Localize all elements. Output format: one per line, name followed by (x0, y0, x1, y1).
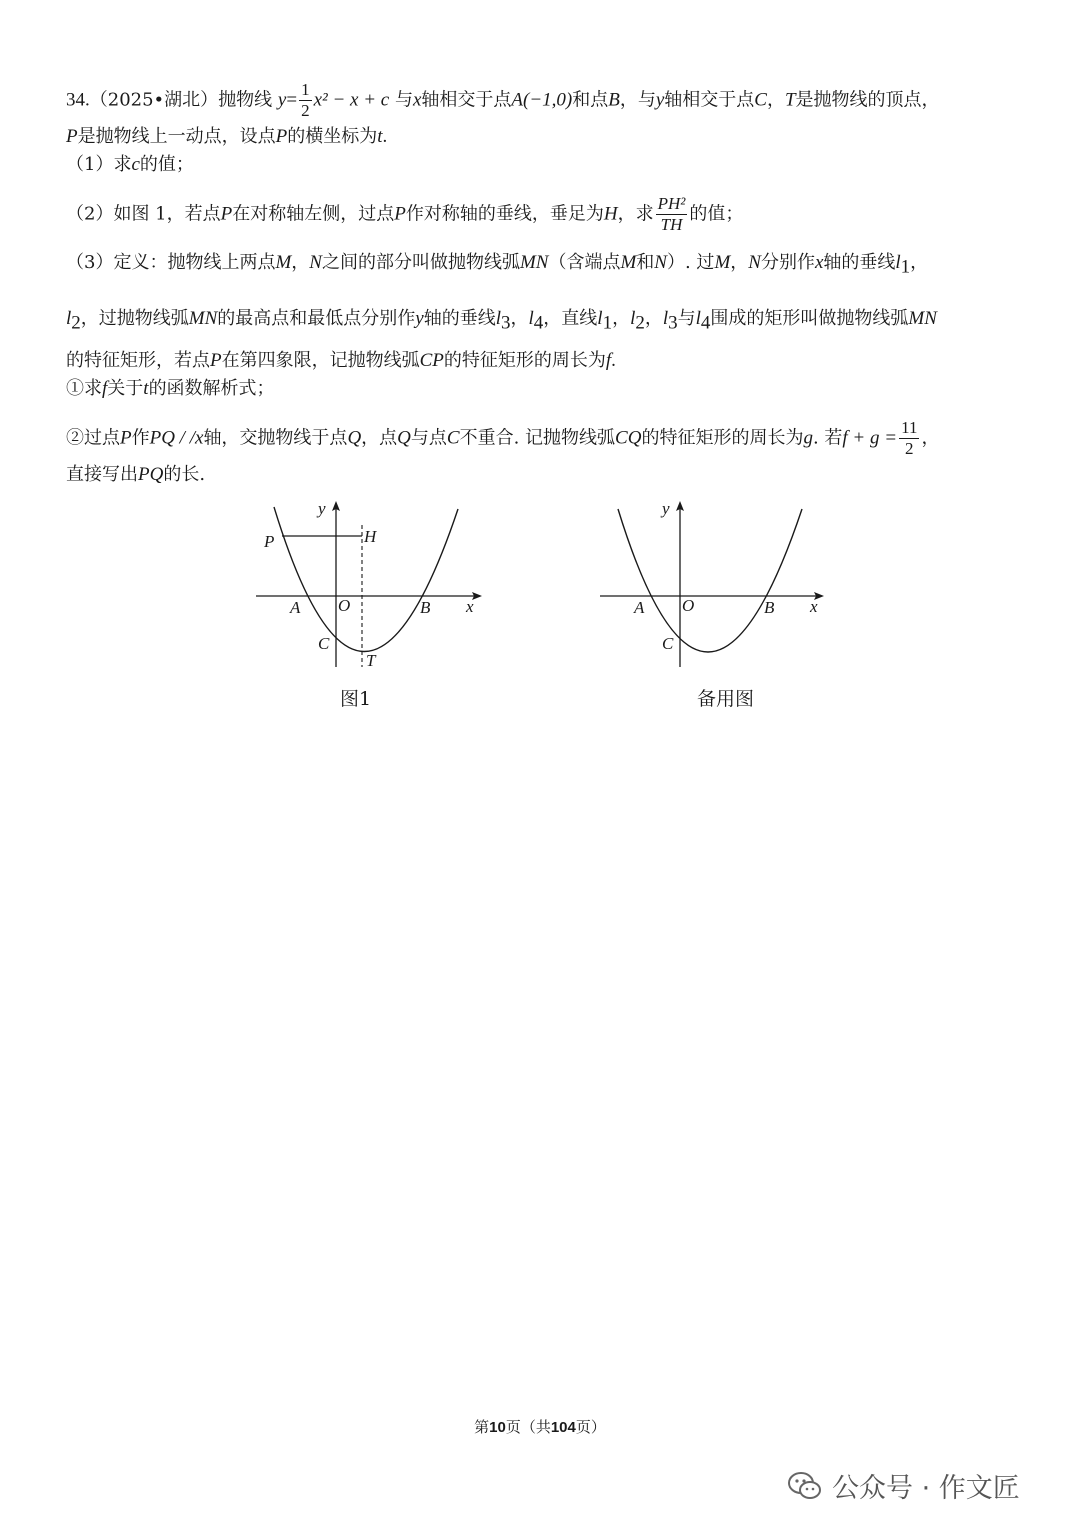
question-3-line-1: （3）定义：抛物线上两点M，N之间的部分叫做抛物线弧MN（含端点M和N）. 过M，N分别作x轴的垂线$l_1$， (66, 252, 929, 278)
sub-question-2-cont: 直接写出PQ的长. (66, 464, 206, 485)
label-x: x (466, 597, 474, 616)
label-x: x (810, 597, 818, 616)
label-o: O (338, 596, 351, 615)
label-p: P (264, 532, 275, 551)
label-y: y (662, 499, 670, 518)
fraction-ph2-th: $\frac{\text{PH²}}{TH}$ (657, 194, 686, 234)
problem-line-2: P是抛物线上一动点，设点P的横坐标为t. (66, 126, 388, 147)
figure-2 (594, 495, 834, 685)
label-c: C (318, 634, 330, 653)
figure-2-caption: 备用图 (697, 688, 755, 710)
question-3-line-2: $l_2$，过抛物线弧MN的最高点和最低点分别作y轴的垂线$l_3$，$l_4$，直线$l_1$，$l_2$，$l_3$与$l_4$围成的矩形叫做抛物线弧MN (66, 308, 937, 334)
figure-1-caption: 图1 (340, 688, 372, 710)
figure-1 (250, 495, 490, 685)
question-2: （2）如图 1，若点P在对称轴左侧，过点P作对称轴的垂线，垂足为H，求 $\frac{\text{PH²}}{TH}$ 的值； (66, 194, 744, 234)
label-t: T (366, 651, 376, 670)
wechat-icon (788, 1471, 822, 1501)
label-a: A (634, 598, 645, 617)
problem-number: 34. (66, 89, 90, 111)
label-b: B (420, 598, 431, 617)
problem-line-1: 34.（2025•湖北）抛物线 y= $\frac{1}{2}$ x² − x + c 与x轴相交于点A(−1,0)和点B，与y轴相交于点C，T是抛物线的顶点， (66, 80, 940, 120)
page-footer: 第10页（共104页） (474, 1418, 606, 1436)
page-number: 10 (489, 1419, 506, 1436)
label-o: O (682, 596, 695, 615)
fraction-half: $\frac{1}{2}$ (301, 80, 310, 120)
equation-rest: x² − x + c (313, 89, 390, 111)
label-b: B (764, 598, 775, 617)
parabola (618, 509, 802, 652)
problem-source: （2025•湖北） (89, 89, 219, 111)
label-c: C (662, 634, 674, 653)
label-a: A (290, 598, 301, 617)
sub-question-2: ②过点P作PQ / /x轴，交抛物线于点Q，点Q与点C不重合. 记抛物线弧CQ的特征矩形的周长为g. 若f + g = $\frac{11}{2}$ ， (66, 418, 940, 458)
fraction-eleven-halves: $\frac{11}{2}$ (901, 418, 918, 458)
total-pages: 104 (550, 1419, 576, 1436)
watermark (788, 1466, 1020, 1505)
watermark-text: 公众号 · 作文匠 (832, 1473, 1020, 1504)
question-3-line-3: 的特征矩形，若点P在第四象限，记抛物线弧CP的特征矩形的周长为f. (66, 350, 616, 371)
label-h: H (364, 527, 377, 546)
sub-question-1: ①求f关于t的函数解析式； (66, 378, 275, 399)
question-1: （1）求c的值； (66, 154, 194, 175)
label-y: y (318, 499, 326, 518)
